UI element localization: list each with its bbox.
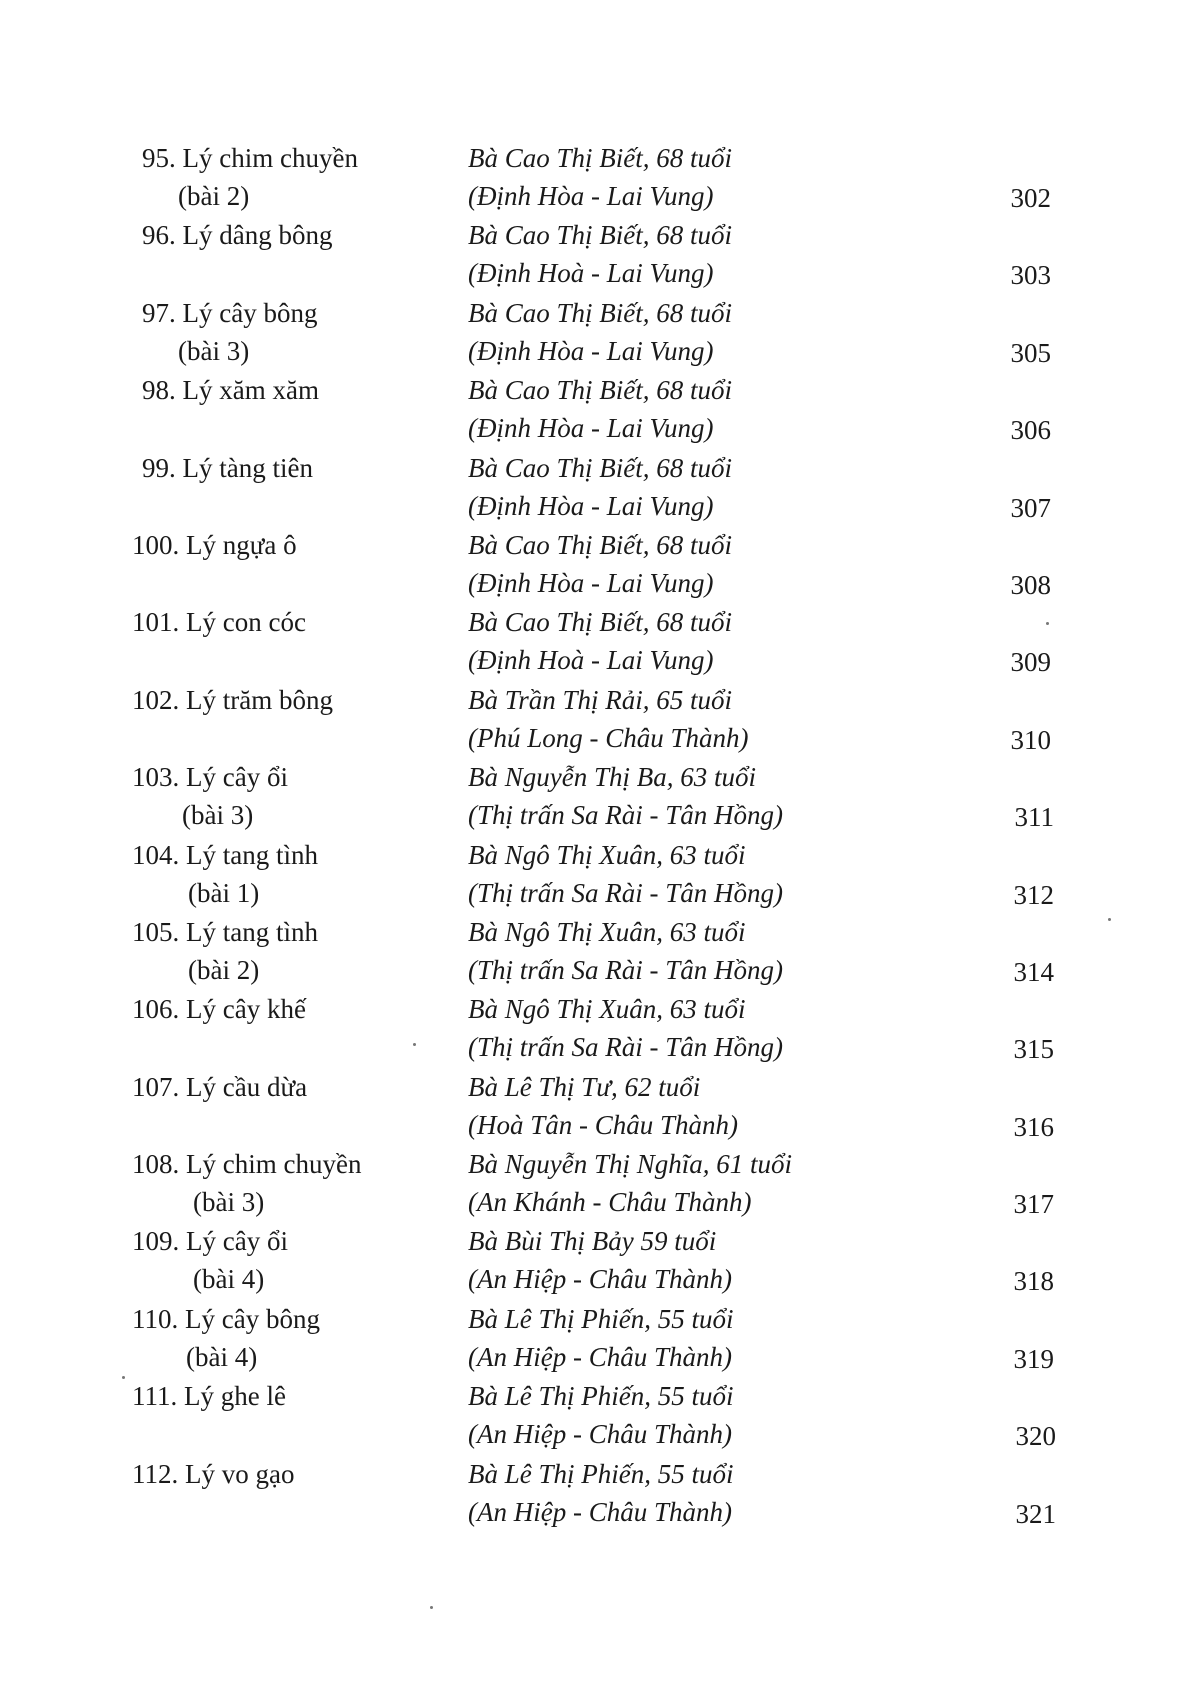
toc-entry <box>0 291 1190 368</box>
page-number: 320 <box>1015 1421 1056 1452</box>
singer-location: (Định Hòa - Lai Vung) <box>468 413 714 444</box>
scan-speck <box>1046 622 1049 625</box>
singer-location: (An Hiệp - Châu Thành) <box>468 1496 732 1527</box>
singer-location: (Định Hòa - Lai Vung) <box>468 567 714 598</box>
song-part: (bài 3) <box>178 335 250 366</box>
toc-entry <box>0 213 1190 290</box>
singer-info: Bà Nguyễn Thị Nghĩa, 61 tuổi <box>468 1149 792 1180</box>
singer-location: (Thị trấn Sa Rài - Tân Hồng) <box>468 954 784 985</box>
singer-location: (Định Hoà - Lai Vung) <box>468 258 714 289</box>
page-number: 316 <box>1013 1111 1054 1142</box>
toc-entry <box>0 910 1190 987</box>
song-title: 96. Lý dâng bông <box>142 220 333 251</box>
toc-entry <box>0 1065 1190 1142</box>
page-number: 317 <box>1013 1189 1054 1220</box>
toc-entry <box>0 1374 1190 1451</box>
singer-info: Bà Cao Thị Biết, 68 tuổi <box>468 607 733 638</box>
page-number: 312 <box>1013 879 1054 910</box>
page-number: 307 <box>1010 492 1051 523</box>
singer-location: (An Hiệp - Châu Thành) <box>468 1419 732 1450</box>
song-part: (bài 3) <box>182 800 254 831</box>
song-title: 105. Lý tang tình <box>132 916 318 947</box>
singer-info: Bà Cao Thị Biết, 68 tuổi <box>468 297 733 328</box>
page-number: 321 <box>1015 1498 1056 1529</box>
toc-entry <box>0 523 1190 600</box>
toc-entry <box>0 136 1190 213</box>
song-title: 101. Lý con cóc <box>132 607 306 638</box>
song-title: 95. Lý chim chuyền <box>142 143 358 173</box>
page-number: 309 <box>1010 647 1051 678</box>
toc-entry <box>0 1142 1190 1219</box>
toc-entry <box>0 1219 1190 1296</box>
page-number: 315 <box>1013 1034 1054 1065</box>
singer-location: (Định Hòa - Lai Vung) <box>468 181 714 211</box>
page-number: 306 <box>1010 415 1051 446</box>
song-title: 112. Lý vo gạo <box>132 1458 295 1489</box>
song-part: (bài 4) <box>186 1341 258 1372</box>
singer-location: (Định Hoà - Lai Vung) <box>468 645 714 676</box>
toc-entry <box>0 833 1190 910</box>
singer-info: Bà Cao Thị Biết, 68 tuổi <box>468 143 733 173</box>
song-part: (bài 2) <box>188 954 260 985</box>
toc-entry <box>0 446 1190 523</box>
scan-speck <box>413 1043 416 1046</box>
singer-location: (Định Hòa - Lai Vung) <box>468 335 714 366</box>
singer-location: (Định Hòa - Lai Vung) <box>468 490 714 521</box>
singer-location: (Phú Long - Châu Thành) <box>468 722 749 753</box>
singer-location: (An Hiệp - Châu Thành) <box>468 1341 732 1372</box>
song-part: (bài 2) <box>178 181 250 211</box>
page-number: 305 <box>1010 337 1051 368</box>
song-title: 98. Lý xăm xăm <box>142 375 319 406</box>
toc-entry <box>0 600 1190 677</box>
toc-entry <box>0 678 1190 755</box>
singer-info: Bà Nguyễn Thị Ba, 63 tuổi <box>468 762 756 793</box>
song-part: (bài 3) <box>193 1187 265 1218</box>
scan-speck <box>430 1606 433 1609</box>
page-number: 314 <box>1013 956 1054 987</box>
singer-location: (Thị trấn Sa Rài - Tân Hồng) <box>468 877 784 908</box>
song-part: (bài 4) <box>193 1264 265 1295</box>
singer-location: (Thị trấn Sa Rài - Tân Hồng) <box>468 800 784 831</box>
singer-info: Bà Bùi Thị Bảy 59 tuổi <box>468 1226 717 1257</box>
song-title: 102. Lý trăm bông <box>132 684 333 715</box>
page-number: 310 <box>1010 724 1051 755</box>
page-number: 318 <box>1013 1266 1054 1297</box>
singer-info: Bà Ngô Thị Xuân, 63 tuổi <box>468 916 746 947</box>
singer-info: Bà Cao Thị Biết, 68 tuổi <box>468 452 733 483</box>
song-title: 109. Lý cây ổi <box>132 1226 288 1257</box>
toc-entry <box>0 987 1190 1064</box>
singer-location: (An Khánh - Châu Thành) <box>468 1187 752 1218</box>
singer-info: Bà Cao Thị Biết, 68 tuổi <box>468 529 733 560</box>
song-title: 99. Lý tàng tiên <box>142 452 313 483</box>
singer-info: Bà Trần Thị Rải, 65 tuổi <box>468 684 733 715</box>
song-title: 103. Lý cây ổi <box>132 762 288 793</box>
song-title: 110. Lý cây bông <box>132 1303 320 1334</box>
page-number: 311 <box>1014 802 1054 833</box>
toc-entry <box>0 368 1190 445</box>
page-number: 319 <box>1013 1343 1054 1374</box>
scan-speck <box>1108 918 1111 921</box>
page-number: 303 <box>1010 260 1051 291</box>
singer-info: Bà Lê Thị Tư, 62 tuổi <box>468 1071 701 1102</box>
song-title: 111. Lý ghe lê <box>132 1381 286 1412</box>
singer-info: Bà Lê Thị Phiến, 55 tuổi <box>468 1381 734 1412</box>
singer-info: Bà Cao Thị Biết, 68 tuổi <box>468 375 733 406</box>
singer-info: Bà Cao Thị Biết, 68 tuổi <box>468 220 733 251</box>
toc-entry <box>0 1452 1190 1529</box>
song-title: 106. Lý cây khế <box>132 994 306 1025</box>
singer-location: (An Hiệp - Châu Thành) <box>468 1264 732 1295</box>
singer-info: Bà Ngô Thị Xuân, 63 tuổi <box>468 839 746 870</box>
singer-location: (Thị trấn Sa Rài - Tân Hồng) <box>468 1032 784 1063</box>
toc-entry <box>0 755 1190 832</box>
song-title: 107. Lý cầu dừa <box>132 1071 308 1102</box>
scan-speck <box>122 1376 125 1379</box>
table-of-contents <box>0 136 1190 1529</box>
song-title: 104. Lý tang tình <box>132 839 318 870</box>
singer-info: Bà Lê Thị Phiến, 55 tuổi <box>468 1458 734 1489</box>
song-title: 100. Lý ngựa ô <box>132 529 297 560</box>
toc-entry <box>0 1297 1190 1374</box>
singer-info: Bà Ngô Thị Xuân, 63 tuổi <box>468 994 746 1025</box>
song-title: 97. Lý cây bông <box>142 297 318 328</box>
page-number: 302 <box>1010 183 1051 213</box>
singer-info: Bà Lê Thị Phiến, 55 tuổi <box>468 1303 734 1334</box>
page-number: 308 <box>1010 569 1051 600</box>
song-title: 108. Lý chim chuyền <box>132 1149 362 1180</box>
song-part: (bài 1) <box>188 877 260 908</box>
singer-location: (Hoà Tân - Châu Thành) <box>468 1109 739 1140</box>
